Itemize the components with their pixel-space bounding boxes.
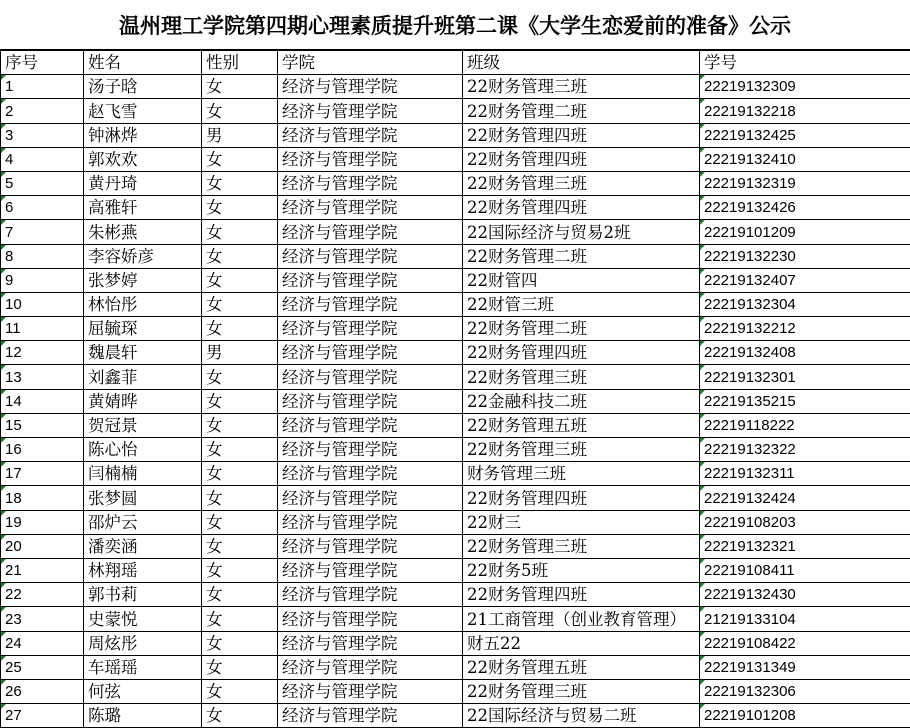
cell-college[interactable]: 经济与管理学院 <box>278 704 463 728</box>
cell-college[interactable]: 经济与管理学院 <box>278 607 463 631</box>
header-class[interactable]: 班级 <box>463 51 700 75</box>
table-row <box>1 75 910 99</box>
cell-college[interactable]: 经济与管理学院 <box>278 558 463 582</box>
cell-gender[interactable]: 男 <box>202 341 278 365</box>
cell-name[interactable]: 张梦婷 <box>84 268 202 292</box>
cell-gender[interactable]: 女 <box>202 679 278 703</box>
cell-class[interactable]: 22财三 <box>463 510 700 534</box>
cell-student-id[interactable]: 22219132212 <box>700 317 910 341</box>
cell-student-id[interactable]: 22219132230 <box>700 244 910 268</box>
table-row <box>1 486 910 510</box>
cell-student-id[interactable]: 22219108411 <box>700 558 910 582</box>
table-row <box>1 268 910 292</box>
cell-class[interactable]: 22财务管理五班 <box>463 413 700 437</box>
cell-gender[interactable]: 女 <box>202 534 278 558</box>
cell-gender[interactable]: 男 <box>202 123 278 147</box>
cell-gender[interactable]: 女 <box>202 317 278 341</box>
cell-college[interactable]: 经济与管理学院 <box>278 244 463 268</box>
cell-college[interactable]: 经济与管理学院 <box>278 171 463 195</box>
table-row <box>1 462 910 486</box>
cell-gender[interactable]: 女 <box>202 413 278 437</box>
cell-gender[interactable]: 女 <box>202 607 278 631</box>
cell-index[interactable]: 26 <box>1 679 84 703</box>
cell-class[interactable]: 22财务管理三班 <box>463 679 700 703</box>
cell-gender[interactable]: 女 <box>202 365 278 389</box>
cell-name[interactable]: 张梦圆 <box>84 486 202 510</box>
cell-student-id[interactable]: 22219118222 <box>700 413 910 437</box>
cell-class[interactable]: 22财务管理二班 <box>463 99 700 123</box>
cell-college[interactable]: 经济与管理学院 <box>278 99 463 123</box>
cell-student-id[interactable]: 22219132426 <box>700 196 910 220</box>
cell-gender[interactable]: 女 <box>202 75 278 99</box>
table-row <box>1 244 910 268</box>
cell-college[interactable]: 经济与管理学院 <box>278 631 463 655</box>
cell-class[interactable]: 22财务5班 <box>463 558 700 582</box>
cell-class[interactable]: 22财务管理三班 <box>463 365 700 389</box>
cell-student-id[interactable]: 22219135215 <box>700 389 910 413</box>
cell-college[interactable]: 经济与管理学院 <box>278 317 463 341</box>
cell-student-id[interactable]: 22219132306 <box>700 679 910 703</box>
cell-gender[interactable]: 女 <box>202 171 278 195</box>
table-row <box>1 317 910 341</box>
cell-student-id[interactable]: 22219132301 <box>700 365 910 389</box>
cell-class[interactable]: 22财务管理四班 <box>463 583 700 607</box>
cell-college[interactable]: 经济与管理学院 <box>278 583 463 607</box>
table-row <box>1 147 910 171</box>
cell-index[interactable]: 25 <box>1 655 84 679</box>
cell-gender[interactable]: 女 <box>202 244 278 268</box>
table-row <box>1 607 910 631</box>
header-college[interactable]: 学院 <box>278 51 463 75</box>
cell-class[interactable]: 22财务管理三班 <box>463 75 700 99</box>
cell-name[interactable]: 车瑶瑶 <box>84 655 202 679</box>
table-row <box>1 123 910 147</box>
cell-index[interactable]: 17 <box>1 462 84 486</box>
cell-index[interactable]: 6 <box>1 196 84 220</box>
cell-name[interactable]: 潘奕涵 <box>84 534 202 558</box>
cell-name[interactable]: 陈心怡 <box>84 438 202 462</box>
table-row <box>1 510 910 534</box>
cell-name[interactable]: 陈璐 <box>84 704 202 728</box>
cell-college[interactable]: 经济与管理学院 <box>278 413 463 437</box>
cell-index[interactable]: 13 <box>1 365 84 389</box>
cell-gender[interactable]: 女 <box>202 196 278 220</box>
cell-student-id[interactable]: 22219132309 <box>700 75 910 99</box>
cell-college[interactable]: 经济与管理学院 <box>278 389 463 413</box>
roster-table <box>0 50 910 728</box>
cell-index[interactable]: 2 <box>1 99 84 123</box>
cell-class[interactable]: 22财务管理四班 <box>463 147 700 171</box>
cell-student-id[interactable]: 22219132408 <box>700 341 910 365</box>
cell-name[interactable]: 赵飞雪 <box>84 99 202 123</box>
cell-name[interactable]: 林翔瑶 <box>84 558 202 582</box>
cell-class[interactable]: 财五22 <box>463 631 700 655</box>
table-row <box>1 413 910 437</box>
cell-index[interactable]: 20 <box>1 534 84 558</box>
cell-college[interactable]: 经济与管理学院 <box>278 292 463 316</box>
cell-gender[interactable]: 女 <box>202 486 278 510</box>
cell-index[interactable]: 14 <box>1 389 84 413</box>
cell-student-id[interactable]: 22219132319 <box>700 171 910 195</box>
table-row <box>1 171 910 195</box>
table-row <box>1 196 910 220</box>
cell-class[interactable]: 22国际经济与贸易二班 <box>463 704 700 728</box>
table-row <box>1 220 910 244</box>
cell-index[interactable]: 22 <box>1 583 84 607</box>
header-student-id[interactable]: 学号 <box>700 51 910 75</box>
header-name[interactable]: 姓名 <box>84 51 202 75</box>
cell-student-id[interactable]: 22219132311 <box>700 462 910 486</box>
table-row <box>1 99 910 123</box>
cell-class[interactable]: 22国际经济与贸易2班 <box>463 220 700 244</box>
cell-index[interactable]: 23 <box>1 607 84 631</box>
header-gender[interactable]: 性别 <box>202 51 278 75</box>
cell-student-id[interactable]: 22219108422 <box>700 631 910 655</box>
cell-name[interactable]: 高雅轩 <box>84 196 202 220</box>
cell-gender[interactable]: 女 <box>202 704 278 728</box>
table-row <box>1 534 910 558</box>
cell-college[interactable]: 经济与管理学院 <box>278 679 463 703</box>
cell-gender[interactable]: 女 <box>202 510 278 534</box>
cell-index[interactable]: 11 <box>1 317 84 341</box>
cell-name[interactable]: 汤子晗 <box>84 75 202 99</box>
header-row <box>1 51 910 75</box>
cell-index[interactable]: 1 <box>1 75 84 99</box>
cell-name[interactable]: 李容娇彦 <box>84 244 202 268</box>
cell-student-id[interactable]: 22219132322 <box>700 438 910 462</box>
cell-student-id[interactable]: 22219132218 <box>700 99 910 123</box>
cell-class[interactable]: 22财务管理四班 <box>463 486 700 510</box>
cell-class[interactable]: 22财务管理三班 <box>463 438 700 462</box>
header-index[interactable]: 序号 <box>1 51 84 75</box>
cell-gender[interactable]: 女 <box>202 268 278 292</box>
cell-index[interactable]: 8 <box>1 244 84 268</box>
cell-college[interactable]: 经济与管理学院 <box>278 365 463 389</box>
sheet-title: 温州理工学院第四期心理素质提升班第二课《大学生恋爱前的准备》公示 <box>0 0 910 50</box>
cell-student-id[interactable]: 22219108203 <box>700 510 910 534</box>
cell-name[interactable]: 贺冠景 <box>84 413 202 437</box>
cell-class[interactable]: 财务管理三班 <box>463 462 700 486</box>
cell-index[interactable]: 10 <box>1 292 84 316</box>
cell-gender[interactable]: 女 <box>202 220 278 244</box>
table-row <box>1 655 910 679</box>
cell-index[interactable]: 15 <box>1 413 84 437</box>
cell-college[interactable]: 经济与管理学院 <box>278 147 463 171</box>
table-row <box>1 704 910 728</box>
cell-name[interactable]: 林怡彤 <box>84 292 202 316</box>
cell-index[interactable]: 4 <box>1 147 84 171</box>
cell-index[interactable]: 19 <box>1 510 84 534</box>
cell-gender[interactable]: 女 <box>202 389 278 413</box>
cell-student-id[interactable]: 22219101208 <box>700 704 910 728</box>
cell-index[interactable]: 9 <box>1 268 84 292</box>
cell-gender[interactable]: 女 <box>202 583 278 607</box>
cell-index[interactable]: 12 <box>1 341 84 365</box>
cell-college[interactable]: 经济与管理学院 <box>278 438 463 462</box>
cell-student-id[interactable]: 22219132425 <box>700 123 910 147</box>
cell-index[interactable]: 16 <box>1 438 84 462</box>
table-row <box>1 341 910 365</box>
cell-index[interactable]: 7 <box>1 220 84 244</box>
cell-index[interactable]: 27 <box>1 704 84 728</box>
cell-name[interactable]: 郭欢欢 <box>84 147 202 171</box>
cell-index[interactable]: 18 <box>1 486 84 510</box>
cell-index[interactable]: 21 <box>1 558 84 582</box>
cell-class[interactable]: 22财务管理三班 <box>463 171 700 195</box>
cell-class[interactable]: 22财务管理二班 <box>463 317 700 341</box>
table-row <box>1 292 910 316</box>
cell-student-id[interactable]: 22219132321 <box>700 534 910 558</box>
cell-gender[interactable]: 女 <box>202 655 278 679</box>
cell-index[interactable]: 3 <box>1 123 84 147</box>
cell-class[interactable]: 22财务管理四班 <box>463 123 700 147</box>
cell-index[interactable]: 24 <box>1 631 84 655</box>
cell-class[interactable]: 22财管三班 <box>463 292 700 316</box>
cell-college[interactable]: 经济与管理学院 <box>278 123 463 147</box>
cell-college[interactable]: 经济与管理学院 <box>278 510 463 534</box>
cell-gender[interactable]: 女 <box>202 438 278 462</box>
cell-name[interactable]: 钟淋烨 <box>84 123 202 147</box>
cell-name[interactable]: 邵炉云 <box>84 510 202 534</box>
cell-student-id[interactable]: 22219132424 <box>700 486 910 510</box>
cell-class[interactable]: 22财管四 <box>463 268 700 292</box>
cell-gender[interactable]: 女 <box>202 462 278 486</box>
table-row <box>1 389 910 413</box>
table-row <box>1 438 910 462</box>
cell-class[interactable]: 22财务管理二班 <box>463 244 700 268</box>
cell-gender[interactable]: 女 <box>202 631 278 655</box>
cell-student-id[interactable]: 22219132407 <box>700 268 910 292</box>
cell-gender[interactable]: 女 <box>202 99 278 123</box>
cell-name[interactable]: 黄丹琦 <box>84 171 202 195</box>
cell-gender[interactable]: 女 <box>202 292 278 316</box>
cell-name[interactable]: 闫楠楠 <box>84 462 202 486</box>
cell-class[interactable]: 22财务管理四班 <box>463 196 700 220</box>
table-row <box>1 558 910 582</box>
cell-name[interactable]: 周炫彤 <box>84 631 202 655</box>
cell-name[interactable]: 黄婧晔 <box>84 389 202 413</box>
cell-class[interactable]: 21工商管理（创业教育管理） <box>463 607 700 631</box>
cell-name[interactable]: 魏晨轩 <box>84 341 202 365</box>
cell-student-id[interactable]: 22219101209 <box>700 220 910 244</box>
cell-class[interactable]: 22财务管理三班 <box>463 534 700 558</box>
table-row <box>1 365 910 389</box>
cell-class[interactable]: 22金融科技二班 <box>463 389 700 413</box>
table-row <box>1 679 910 703</box>
cell-college[interactable]: 经济与管理学院 <box>278 268 463 292</box>
cell-college[interactable]: 经济与管理学院 <box>278 462 463 486</box>
cell-name[interactable]: 屈毓琛 <box>84 317 202 341</box>
cell-gender[interactable]: 女 <box>202 558 278 582</box>
cell-college[interactable]: 经济与管理学院 <box>278 341 463 365</box>
cell-index[interactable]: 5 <box>1 171 84 195</box>
cell-gender[interactable]: 女 <box>202 147 278 171</box>
cell-college[interactable]: 经济与管理学院 <box>278 655 463 679</box>
cell-name[interactable]: 史蒙悦 <box>84 607 202 631</box>
cell-name[interactable]: 朱彬燕 <box>84 220 202 244</box>
cell-student-id[interactable]: 22219132430 <box>700 583 910 607</box>
cell-student-id[interactable]: 22219131349 <box>700 655 910 679</box>
table-row <box>1 583 910 607</box>
table-row <box>1 631 910 655</box>
cell-student-id[interactable]: 22219132304 <box>700 292 910 316</box>
cell-class[interactable]: 22财务管理四班 <box>463 341 700 365</box>
cell-college[interactable]: 经济与管理学院 <box>278 534 463 558</box>
cell-student-id[interactable]: 22219132410 <box>700 147 910 171</box>
cell-college[interactable]: 经济与管理学院 <box>278 486 463 510</box>
cell-student-id[interactable]: 21219133104 <box>700 607 910 631</box>
cell-class[interactable]: 22财务管理五班 <box>463 655 700 679</box>
cell-college[interactable]: 经济与管理学院 <box>278 196 463 220</box>
cell-name[interactable]: 何弦 <box>84 679 202 703</box>
cell-college[interactable]: 经济与管理学院 <box>278 220 463 244</box>
cell-name[interactable]: 郭书莉 <box>84 583 202 607</box>
cell-name[interactable]: 刘鑫菲 <box>84 365 202 389</box>
cell-college[interactable]: 经济与管理学院 <box>278 75 463 99</box>
